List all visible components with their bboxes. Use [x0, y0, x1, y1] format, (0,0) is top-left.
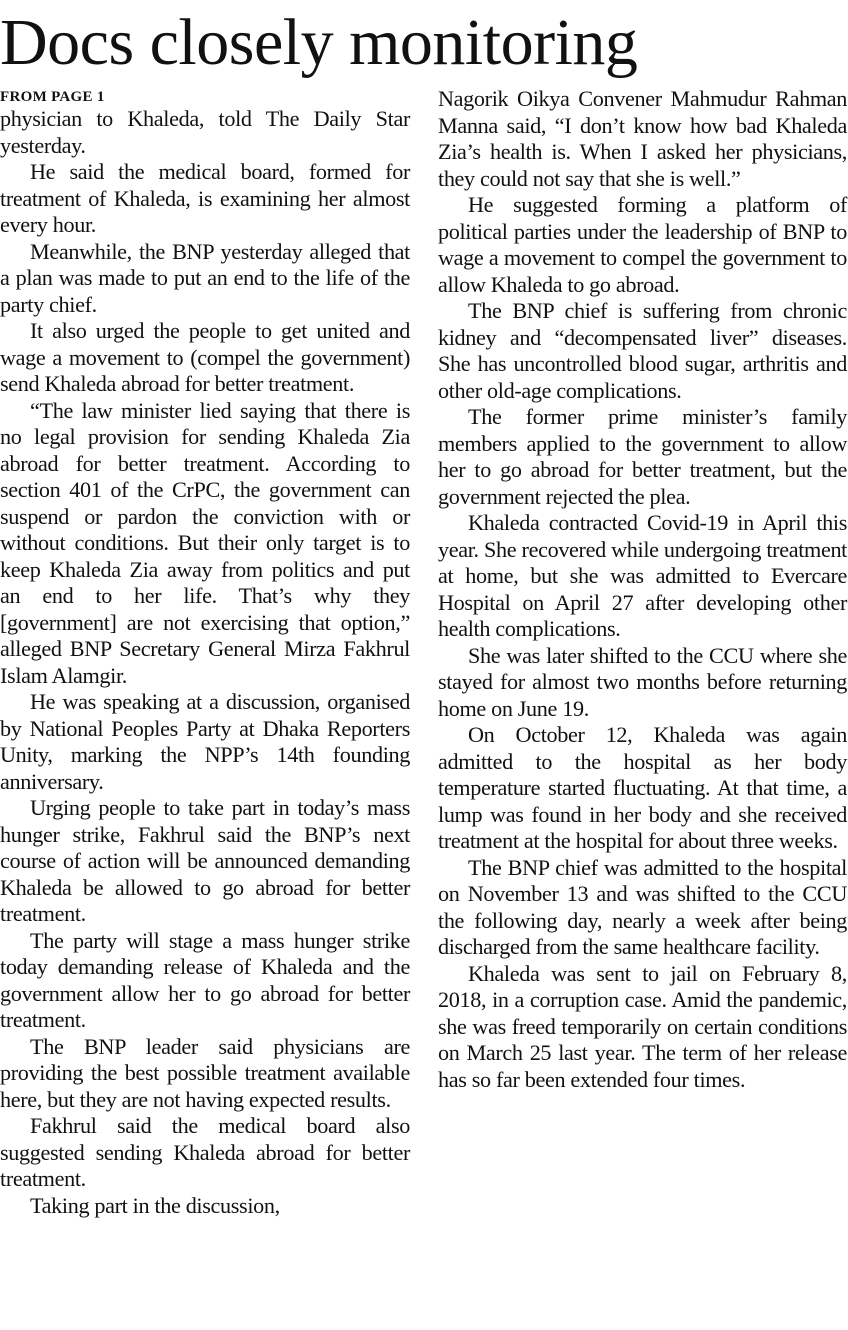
paragraph: Khaleda contracted Covid-19 in April this year. She recovered while undergoing treatment at home, but she was admitted to Evercare Hospital on April 27 after developing other health complications.: [438, 510, 847, 641]
headline: Docs closely monitoring: [0, 6, 638, 79]
paragraph: Fakhrul said the medical board also suggested sending Khaleda abroad for better treatment.: [0, 1113, 410, 1191]
article-column-right: [438, 86, 847, 1093]
paragraph: On October 12, Khaleda was again admitted to the hospital as her body temperature started fluctuating. At that time, a lump was found in her body and she received treatment at the hospital for about three weeks.: [438, 722, 847, 853]
paragraph: Khaleda was sent to jail on February 8, 2018, in a corruption case. Amid the pandemic, she was freed temporarily on certain conditions on March 25 last year. The term of her release has so far been extended four times.: [438, 960, 847, 1092]
paragraph: He suggested forming a platform of political parties under the leadership of BNP to wage a movement to compel the government to allow Khaleda to go abroad.: [438, 192, 847, 297]
paragraph: She was later shifted to the CCU where she stayed for almost two months before returning home on June 19.: [438, 642, 847, 721]
paragraph: The BNP chief was admitted to the hospital on November 13 and was shifted to the CCU the following day, nearly a week after being discharged from the same healthcare facility.: [438, 854, 847, 959]
paragraph: The BNP leader said physicians are providing the best possible treatment available here, but they are not having expected results.: [0, 1033, 410, 1112]
paragraph: Meanwhile, the BNP yesterday alleged that a plan was made to put an end to the life of the party chief.: [0, 238, 410, 317]
paragraph: The former prime minister’s family members applied to the government to allow her to go abroad for better treatment, but the government rejected the plea.: [438, 404, 847, 509]
paragraph: He was speaking at a discussion, organised by National Peoples Party at Dhaka Reporters Unity, marking the NPP’s 14th founding anniversary.: [0, 689, 410, 794]
paragraph: “The law minister lied saying that there is no legal provision for sending Khaleda Zia abroad for better treatment. According to section 401 of the CrPC, the government can suspend or pardon the conviction with or without conditions. But their only target is to keep Khaleda Zia away from politics and put an end to her life. That’s why they [government] are not exercising that option,” alleged BNP Secretary General Mirza Fakhrul Islam Alamgir.: [0, 397, 410, 688]
paragraph: Nagorik Oikya Convener Mahmudur Rahman Manna said, “I don’t know how bad Khaleda Zia’s health is. When I asked her physicians, they could not say that she is well.”: [438, 86, 847, 191]
paragraph: Taking part in the discussion,: [30, 1192, 280, 1218]
article-column-left: [0, 88, 410, 1219]
paragraph: physician to Khaleda, told The Daily Star yesterday.: [0, 106, 410, 158]
paragraph: It also urged the people to get united and wage a movement to (compel the government) send Khaleda abroad for better treatment.: [0, 318, 410, 396]
paragraph: The BNP chief is suffering from chronic kidney and “decompensated liver” diseases. She has uncontrolled blood sugar, arthritis and other old-age complications.: [438, 298, 847, 403]
dateline: FROM PAGE 1: [0, 89, 105, 105]
paragraph: He said the medical board, formed for treatment of Khaleda, is examining her almost every hour.: [0, 159, 410, 237]
paragraph: The party will stage a mass hunger strike today demanding release of Khaleda and the government allow her to go abroad for better treatment.: [0, 927, 410, 1032]
paragraph: Urging people to take part in today’s mass hunger strike, Fakhrul said the BNP’s next course of action will be announced demanding Khaleda be allowed to go abroad for better treatment.: [0, 795, 410, 926]
